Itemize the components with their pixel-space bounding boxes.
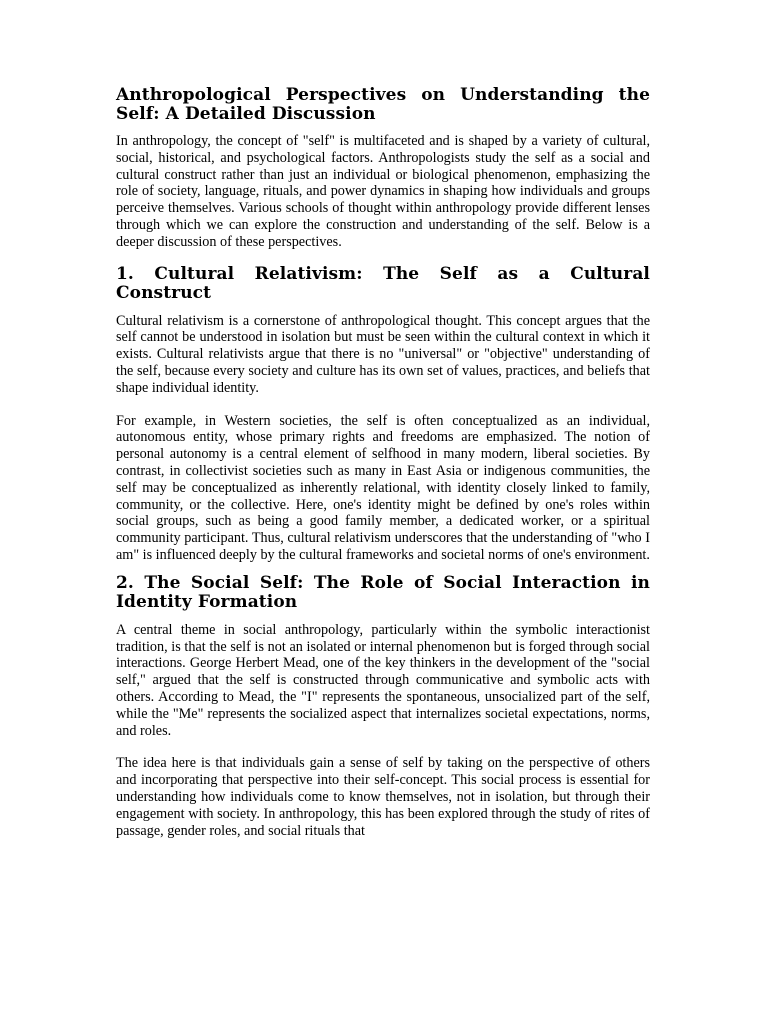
intro-paragraph: In anthropology, the concept of "self" is multifaceted and is shaped by a variety of cultural, social, historical, and psychological factors. Anthropologists study the self as a social and cultural construct rather than just an individual or biological phenomenon, emphasizing the role of society, language, rituals, and power dynamics in shaping how individuals and groups perceive themselves. Various schools of thought within anthropology provide different lenses through which we can explore the construction and understanding of the self. Below is a deeper discussion of these perspectives.	[116, 133, 650, 250]
section-2-paragraph-1: A central theme in social anthropology, particularly within the symbolic interactionist tradition, is that the self is not an isolated or internal phenomenon but is forged through social interactions. George Herbert Mead, one of the key thinkers in the development of the "social self," argued that the self is constructed through communicative and symbolic acts with others. According to Mead, the "I" represents the spontaneous, unsocialized part of the self, while the "Me" represents the socialized aspect that internalizes societal expectations, norms, and roles.	[116, 621, 650, 739]
section-heading-social-self: 2. The Social Self: The Role of Social Interaction in Identity Formation	[116, 572, 650, 612]
document-page	[116, 86, 650, 855]
document-title: Anthropological Perspectives on Understanding the Self: A Detailed Discussion	[116, 85, 650, 124]
section-heading-cultural-relativism: 1. Cultural Relativism: The Self as a Cultural Construct	[116, 263, 650, 303]
section-1-paragraph-2: For example, in Western societies, the self is often conceptualized as an individual, autonomous entity, whose primary rights and freedoms are emphasized. The notion of personal autonomy is a central element of selfhood in many modern, liberal societies. By contrast, in collectivist societies such as many in East Asia or indigenous communities, the self may be conceptualized as inherently relational, with identity closely linked to family, community, or the collective. Here, one's identity might be defined by one's roles within social groups, such as being a good family member, a dedicated worker, or a spiritual community participant. Thus, cultural relativism underscores that the understanding of "who I am" is influenced deeply by the cultural frameworks and societal norms of one's environment.	[116, 412, 650, 563]
section-2-paragraph-2: The idea here is that individuals gain a sense of self by taking on the perspective of others and incorporating that perspective into their self-concept. This social process is essential for understanding how individuals come to know themselves, not in isolation, but through their engagement with society. In anthropology, this has been explored through the study of rites of passage, gender roles, and social rituals that	[116, 755, 650, 839]
section-1-paragraph-1: Cultural relativism is a cornerstone of anthropological thought. This concept argues that the self cannot be understood in isolation but must be seen within the cultural context in which it exists. Cultural relativists argue that there is no "universal" or "objective" understanding of the self, because every society and culture has its own set of values, practices, and beliefs that shape individual identity.	[116, 312, 650, 396]
